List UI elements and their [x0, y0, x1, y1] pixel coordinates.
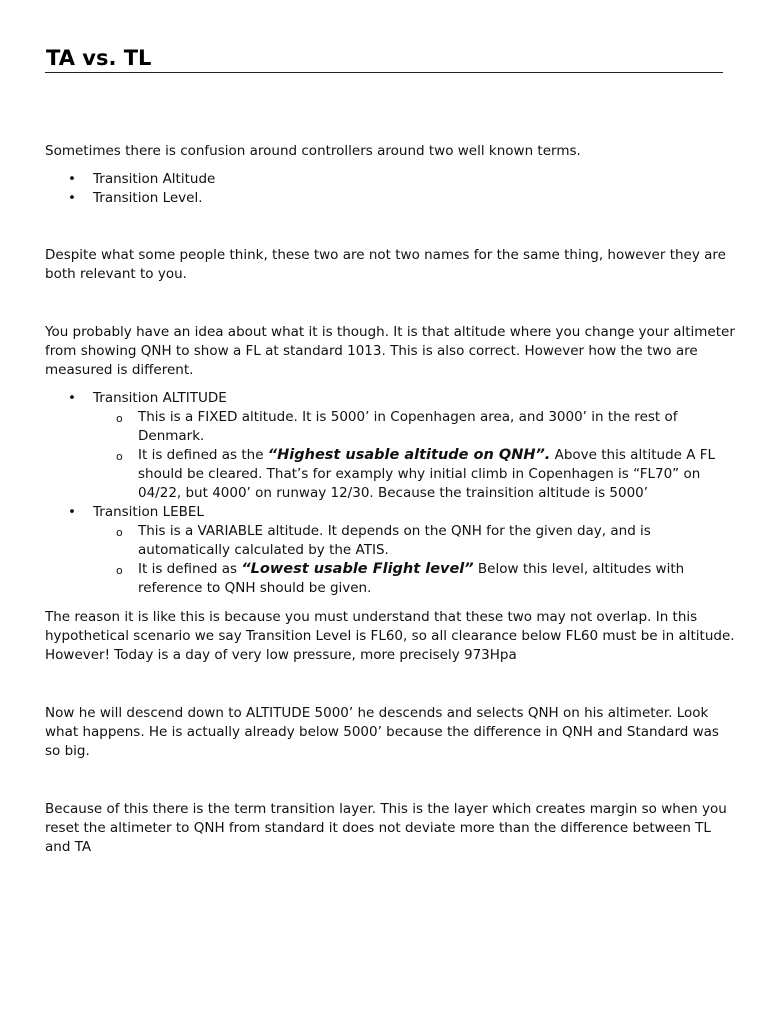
transition-altitude-details	[93, 408, 735, 503]
list-item	[93, 560, 735, 598]
descend-paragraph: Now he will descend down to ALTITUDE 5000’ he descends and selects QNH on his altimeter. Look what happens. He is actually already below 5000’ because the difference in QNH and Standard was so big.	[45, 705, 719, 759]
reason-paragraph: The reason it is like this is because you must understand that these two may not overlap. In this hypothetical scenario we say Transition Level is FL60, so all clearance below FL60 must be in altitude. However! Today is a day of very low pressure, more precisely 973Hpa	[45, 609, 735, 663]
list-item: o This is a VARIABLE altitude. It depends on the QNH for the given day, and is automatically calculated by the ATIS.	[93, 522, 735, 560]
title-underline	[45, 72, 723, 73]
transition-level-label: Transition LEBEL	[93, 504, 204, 520]
despite-paragraph: Despite what some people think, these two are not two names for the same thing, however they are both relevant to you.	[45, 247, 726, 282]
list-item: o This is a FIXED altitude. It is 5000’ in Copenhagen area, and 3000’ in the rest of Denmark.	[93, 408, 735, 446]
transition-level-details	[93, 522, 735, 598]
definition-suffix: Below this level, altitudes with reference to QNH should be given.	[138, 561, 685, 596]
intro-paragraph: Sometimes there is confusion around controllers around two well known terms.	[45, 143, 581, 159]
transition-level-item	[45, 503, 735, 598]
list-item: • Transition Level.	[45, 189, 735, 208]
definition-prefix: It is defined as the	[138, 447, 268, 463]
page-title: TA vs. TL	[46, 46, 152, 70]
transition-altitude-item	[45, 389, 735, 503]
list-item: • Transition Altitude	[45, 170, 735, 189]
definition-emphasis: “Lowest usable Flight level”	[241, 561, 474, 577]
definition-emphasis: “Highest usable altitude on QNH”.	[267, 447, 551, 463]
definition-suffix: Above this altitude A FL should be cleared. That’s for examply why initial climb in Copenhagen is “FL70” on 04/22, but 4000’ on runway 12/30. Because the trainsition altitude is 5000’	[138, 447, 716, 501]
idea-paragraph: You probably have an idea about what it is though. It is that altitude where you change your altimeter from showing QNH to show a FL at standard 1013. This is also correct. However how the two are measured is different.	[45, 324, 735, 378]
list-item	[93, 446, 735, 503]
layer-paragraph: Because of this there is the term transition layer. This is the layer which creates margin so when you reset the altimeter to QNH from standard it does not deviate more than the difference between TL and TA	[45, 801, 727, 855]
definition-prefix: It is defined as	[138, 561, 242, 577]
transition-altitude-label: Transition ALTITUDE	[93, 390, 227, 406]
terms-list	[45, 170, 735, 208]
definitions-list	[45, 389, 735, 598]
